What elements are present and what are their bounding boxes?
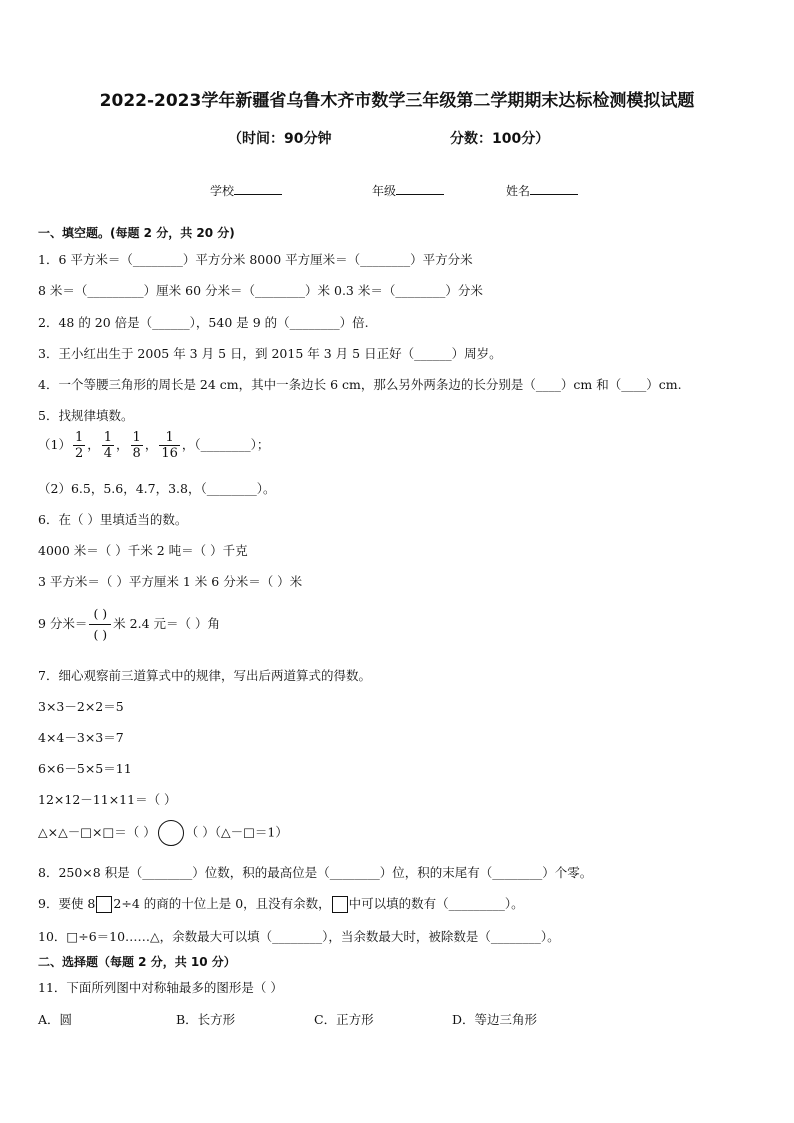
grade-label: 年级 [372,184,397,198]
q5-1-prefix: （1） [38,437,71,452]
circle-blank[interactable] [158,820,184,846]
q9-part-a: 9．要使 8 [38,896,96,911]
option-b[interactable]: B．长方形 [176,1012,236,1027]
question-9 [38,894,524,913]
q7-eq3: 6×6－5×5＝11 [38,761,132,776]
denominator: 16 [161,446,178,461]
school-blank[interactable] [234,182,282,195]
q7-eq1: 3×3－2×2＝5 [38,699,124,714]
q5-1-suffix: ，（________）； [181,437,270,452]
option-c[interactable]: C．正方形 [314,1012,374,1027]
question-5-1: （1） $\frac{1}{2}$ ， $\frac{1}{4}$ ， $\frac{1}{8}$ ， $\frac{1}{16}$ ，（________）； [38,430,270,461]
q9-part-c: 中可以填的数有（_________）。 [348,896,524,911]
q9-part-b: 2÷4 的商的十位上是 0，且没有余数， [113,896,331,911]
q6c-suffix: 米 2.4 元＝（ ）角 [113,616,220,631]
school-label: 学校 [210,184,235,198]
grade-field [372,182,444,199]
numerator-blank: ( ) [89,604,111,625]
option-d[interactable]: D．等边三角形 [452,1012,538,1027]
denominator: 8 [132,446,141,461]
fraction-blank[interactable] [89,604,111,645]
fraction [159,430,180,461]
fraction [102,430,114,461]
fraction [73,430,85,461]
denominator-blank: ( ) [93,627,108,642]
question-1a: 1．6 平方米＝（________）平方分米 8000 平方厘米＝（________）平方分米 [38,252,473,267]
question-6c [38,604,220,645]
question-7: 7．细心观察前三道算式中的规律，写出后两道算式的得数。 [38,668,371,683]
school-field [210,182,282,199]
q6c-prefix: 9 分米＝ [38,616,88,631]
question-3: 3．王小红出生于 2005 年 3 月 5 日，到 2015 年 3 月 5 日正好（______）周岁。 [38,346,502,361]
question-1b: 8 米＝（_________）厘米 60 分米＝（________）米 0.3 米＝（________）分米 [38,283,483,298]
option-a[interactable]: A．圆 [38,1012,73,1027]
square-blank[interactable] [332,896,348,913]
question-11: 11．下面所列图中对称轴最多的图形是（ ） [38,980,283,995]
exam-score: 分数：100分） [450,131,550,147]
numerator: 1 [103,430,113,445]
page-title: 2022-2023学年新疆省乌鲁木齐市数学三年级第二学期期末达标检测模拟试题 [99,91,695,111]
section2-heading: 二、选择题（每题 2 分，共 10 分） [38,955,236,969]
name-field [506,182,578,199]
q7-eq5-left: △×△－□×□＝（ ） [38,824,156,840]
fraction [131,430,143,461]
name-blank[interactable] [530,182,578,195]
question-2: 2．48 的 20 倍是（______），540 是 9 的（________）倍. [38,315,369,330]
grade-blank[interactable] [396,182,444,195]
question-10: 10．□÷6＝10……△，余数最大可以填（________），当余数最大时，被除数是（________）。 [38,929,560,944]
exam-time: （时间：90分钟 [228,131,332,147]
q7-eq4: 12×12－11×11＝（ ） [38,792,177,807]
denominator: 2 [74,446,84,461]
question-6b: 3 平方米＝（ ）平方厘米 1 米 6 分米＝（ ）米 [38,574,303,589]
section1-heading: 一、填空题。(每题 2 分，共 20 分) [38,226,235,240]
q7-eq2: 4×4－3×3＝7 [38,730,124,745]
question-4: 4．一个等腰三角形的周长是 24 cm，其中一条边长 6 cm，那么另外两条边的长分别是（____）cm 和（____）cm. [38,377,682,392]
question-5: 5．找规律填数。 [38,408,134,423]
question-5-2: （2）6.5，5.6，4.7，3.8，（________）。 [38,481,276,496]
denominator: 4 [103,446,113,461]
q7-eq5-right: （ ）（△－□＝1） [185,824,288,840]
square-blank[interactable] [96,896,112,913]
numerator: 1 [74,430,84,445]
name-label: 姓名 [506,184,531,198]
q7-eq5 [38,820,288,846]
question-6: 6．在（ ）里填适当的数。 [38,512,188,527]
question-6a: 4000 米＝（ ）千米 2 吨＝（ ）千克 [38,543,248,558]
numerator: 1 [159,430,180,446]
numerator: 1 [132,430,141,445]
question-8: 8．250×8 积是（________）位数，积的最高位是（________）位，积的末尾有（________）个零。 [38,865,593,880]
